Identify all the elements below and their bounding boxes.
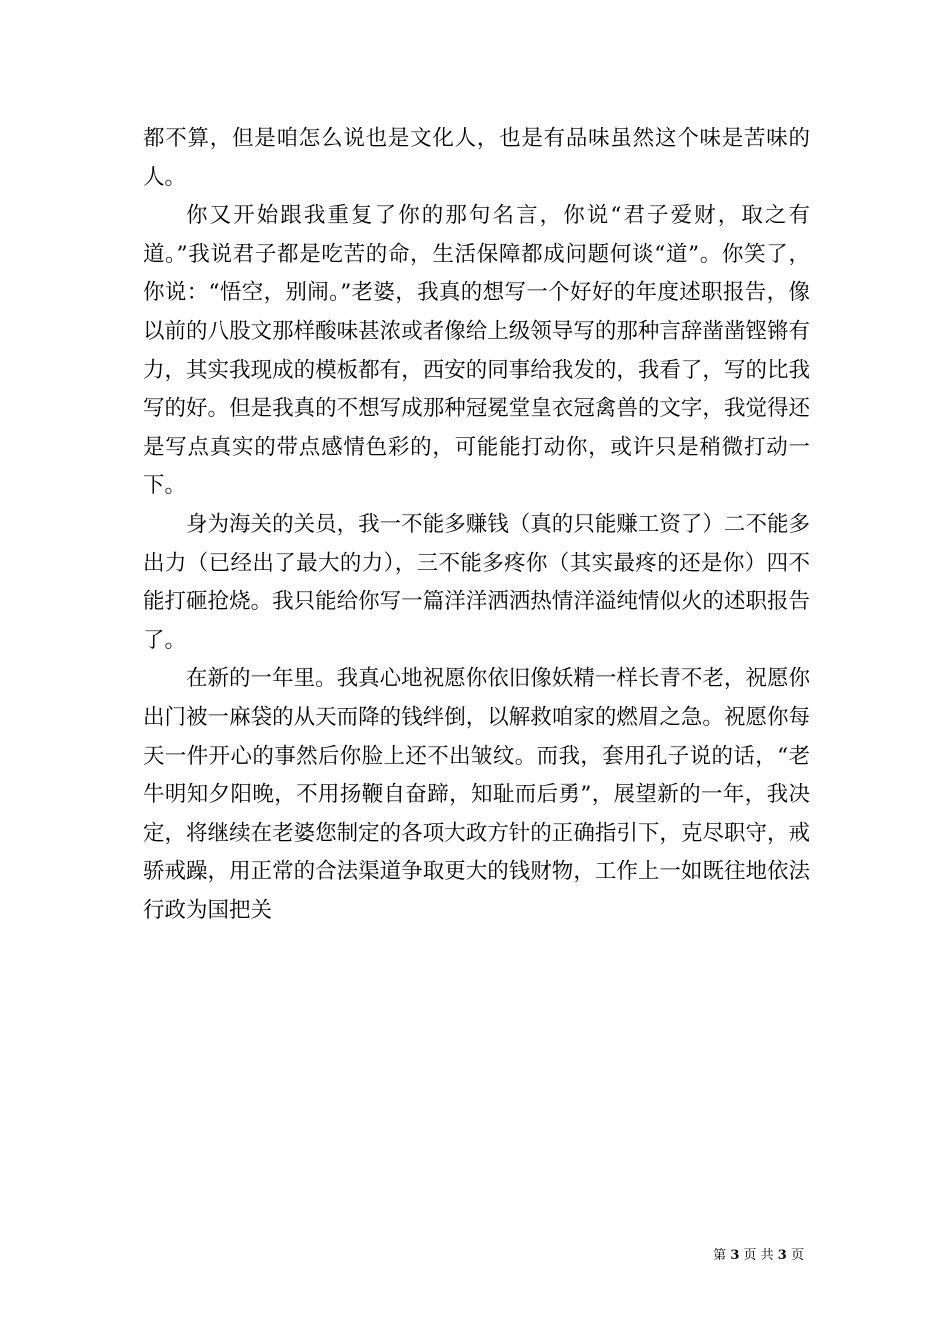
paragraph-4: 在新的一年里。我真心地祝愿你依旧像妖精一样长青不老，祝愿你出门被一麻袋的从天而降的钱绊倒，以解救咱家的燃眉之急。祝愿你每天一件开心的事然后你脸上还不出皱纹。而我，套用孔子说的话，“老牛明知夕阳晚，不用扬鞭自奋蹄，知耻而后勇”，展望新的一年，我决定，将继续在老婆您制定的各项大政方针的正确指引下，克尽职守，戒骄戒躁，用正常的合法渠道争取更大的钱财物，工作上一如既往地依法行政为国把关 (143, 666, 810, 923)
footer-prefix: 第 (713, 1248, 727, 1263)
paragraph-1: 都不算，但是咱怎么说也是文化人，也是有品味虽然这个味是苦味的人。 (143, 126, 810, 190)
paragraph-2: 你又开始跟我重复了你的那句名言，你说“君子爱财，取之有道。”我说君子都是吃苦的命，生活保障都成问题何谈“道”。你笑了，你说：“悟空，别闹。”老婆，我真的想写一个好好的年度述职报告，像以前的八股文那样酸味甚浓或者像给上级领导写的那种言辞凿凿铿锵有力，其实我现成的模板都有，西安的同事给我发的，我看了，写的比我写的好。但是我真的不想写成那种冠冕堂皇衣冠禽兽的文字，我觉得还是写点真实的带点感情色彩的，可能能打动你，或许只是稍微打动一下。 (143, 203, 810, 499)
paragraph-3: 身为海关的关员，我一不能多赚钱（真的只能赚工资了）二不能多出力（已经出了最大的力），三不能多疼你（其实最疼的还是你）四不能打砸抢烧。我只能给你写一篇洋洋洒洒热情洋溢纯情似火的述职报告了。 (143, 511, 810, 653)
total-pages-number: 3 (777, 1248, 787, 1263)
footer-suffix: 页 (790, 1248, 804, 1263)
footer-middle: 页 共 (743, 1248, 774, 1263)
current-page-number: 3 (730, 1248, 740, 1263)
document-body (143, 120, 810, 930)
page-number-footer (713, 1248, 804, 1264)
